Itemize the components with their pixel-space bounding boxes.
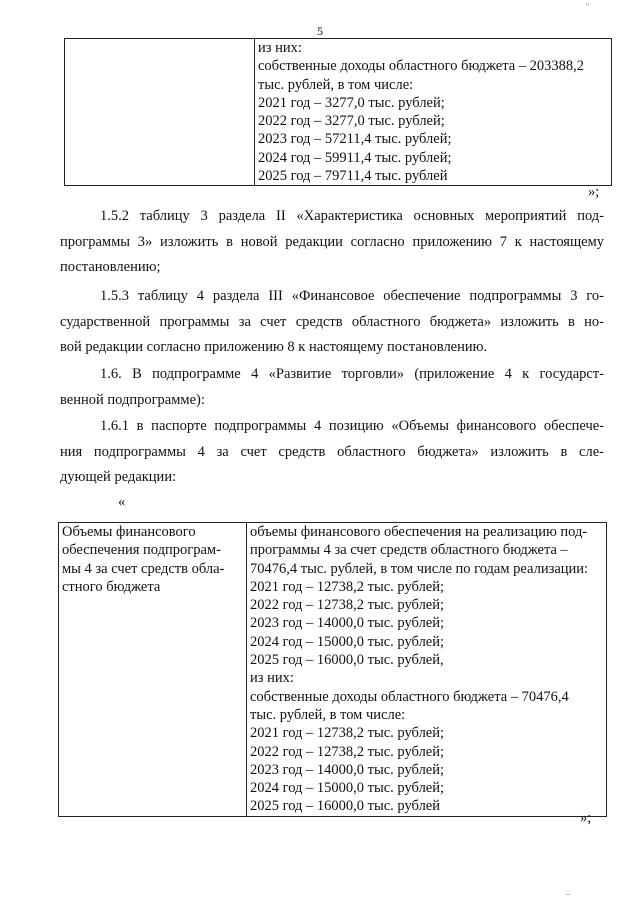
paragraph-1-6	[60, 362, 604, 413]
table-line: 2023 год – 14000,0 тыс. рублей;	[250, 615, 445, 632]
table-line: 2024 год – 15000,0 тыс. рублей;	[250, 633, 445, 650]
scan-mark-top: ''	[586, 2, 589, 11]
paragraph-line: венной подпрограмме):	[60, 391, 205, 408]
paragraph-line: 1.5.3 таблицу 4 раздела III «Финансовое обеспечение подпрограммы 3 го-	[100, 288, 604, 304]
table-cell-left	[59, 523, 247, 817]
table-line: тыс. рублей, в том числе:	[250, 706, 406, 723]
table-line: 2022 год – 12738,2 тыс. рублей;	[250, 743, 445, 760]
table-line: 70476,4 тыс. рублей, в том числе по годам реализации:	[250, 560, 589, 577]
table-cell-left	[65, 39, 255, 186]
table-line: 2025 год – 16000,0 тыс. рублей,	[250, 652, 444, 669]
table-cell-right	[255, 39, 612, 186]
table-line: 2021 год – 12738,2 тыс. рублей;	[250, 725, 445, 742]
paragraph-line: ния подпрограммы 4 за счет средств областного бюджета» изложить в сле-	[60, 443, 604, 460]
paragraph-line: 1.6. В подпрограмме 4 «Развитие торговли» (приложение 4 к государст-	[100, 366, 604, 382]
passport-table	[58, 522, 607, 817]
table-line: Объемы финансового	[62, 524, 196, 540]
table-line: 2021 год – 3277,0 тыс. рублей;	[258, 94, 445, 111]
table-line: программы 4 за счет средств областного бюджета –	[250, 542, 568, 559]
table-cell-right	[247, 523, 607, 817]
paragraph-line: 1.6.1 в паспорте подпрограммы 4 позицию «Объемы финансового обеспече-	[100, 418, 604, 434]
scan-mark-bottom: ..	[566, 888, 570, 897]
paragraph-line: дующей редакции:	[60, 469, 177, 486]
paragraph-line: программы 3» изложить в новой редакции согласно приложению 7 к настоящему	[60, 233, 604, 250]
table-line: тыс. рублей, в том числе:	[258, 76, 414, 93]
paragraph-line: постановлению;	[60, 259, 161, 276]
paragraph-line: 1.5.2 таблицу 3 раздела II «Характеристика основных мероприятий под-	[100, 208, 604, 224]
table-line: собственные доходы областного бюджета – 203388,2	[258, 58, 585, 75]
table-line: объемы финансового обеспечения на реализацию под-	[250, 524, 588, 540]
table-line: 2024 год – 15000,0 тыс. рублей;	[250, 780, 445, 797]
table-row	[59, 523, 607, 817]
paragraph-1-5-2	[60, 204, 604, 281]
table-line: 2021 год – 12738,2 тыс. рублей;	[250, 578, 445, 595]
continuation-table	[64, 38, 612, 186]
table-line: собственные доходы областного бюджета – 70476,4	[250, 688, 569, 705]
page-number: 5	[317, 24, 323, 38]
paragraph-line: сударственной программы за счет средств областного бюджета» изложить в но-	[60, 313, 604, 330]
table-line: 2022 год – 12738,2 тыс. рублей;	[250, 597, 445, 614]
closing-quote-2: »;	[580, 810, 592, 826]
paragraph-line: вой редакции согласно приложению 8 к настоящему постановлению.	[60, 339, 488, 356]
paragraph-1-6-1	[60, 414, 604, 491]
opening-quote: «	[118, 494, 126, 510]
table-line: из них:	[250, 670, 294, 687]
table-line: 2023 год – 57211,4 тыс. рублей;	[258, 131, 452, 148]
table-line: 2025 год – 79711,4 тыс. рублей	[258, 168, 448, 185]
paragraph-1-5-3	[60, 284, 604, 361]
table-line: стного бюджета	[62, 578, 161, 595]
table-line: 2023 год – 14000,0 тыс. рублей;	[250, 761, 445, 778]
closing-quote-1: »;	[588, 184, 600, 200]
table-line: обеспечения подпрограм-	[62, 542, 221, 559]
table-line: 2022 год – 3277,0 тыс. рублей;	[258, 113, 445, 130]
table-row	[65, 39, 612, 186]
table-line: 2024 год – 59911,4 тыс. рублей;	[258, 149, 452, 166]
table-line: из них:	[258, 40, 302, 56]
table-line: мы 4 за счет средств обла-	[62, 560, 225, 577]
table-line: 2025 год – 16000,0 тыс. рублей	[250, 798, 441, 815]
